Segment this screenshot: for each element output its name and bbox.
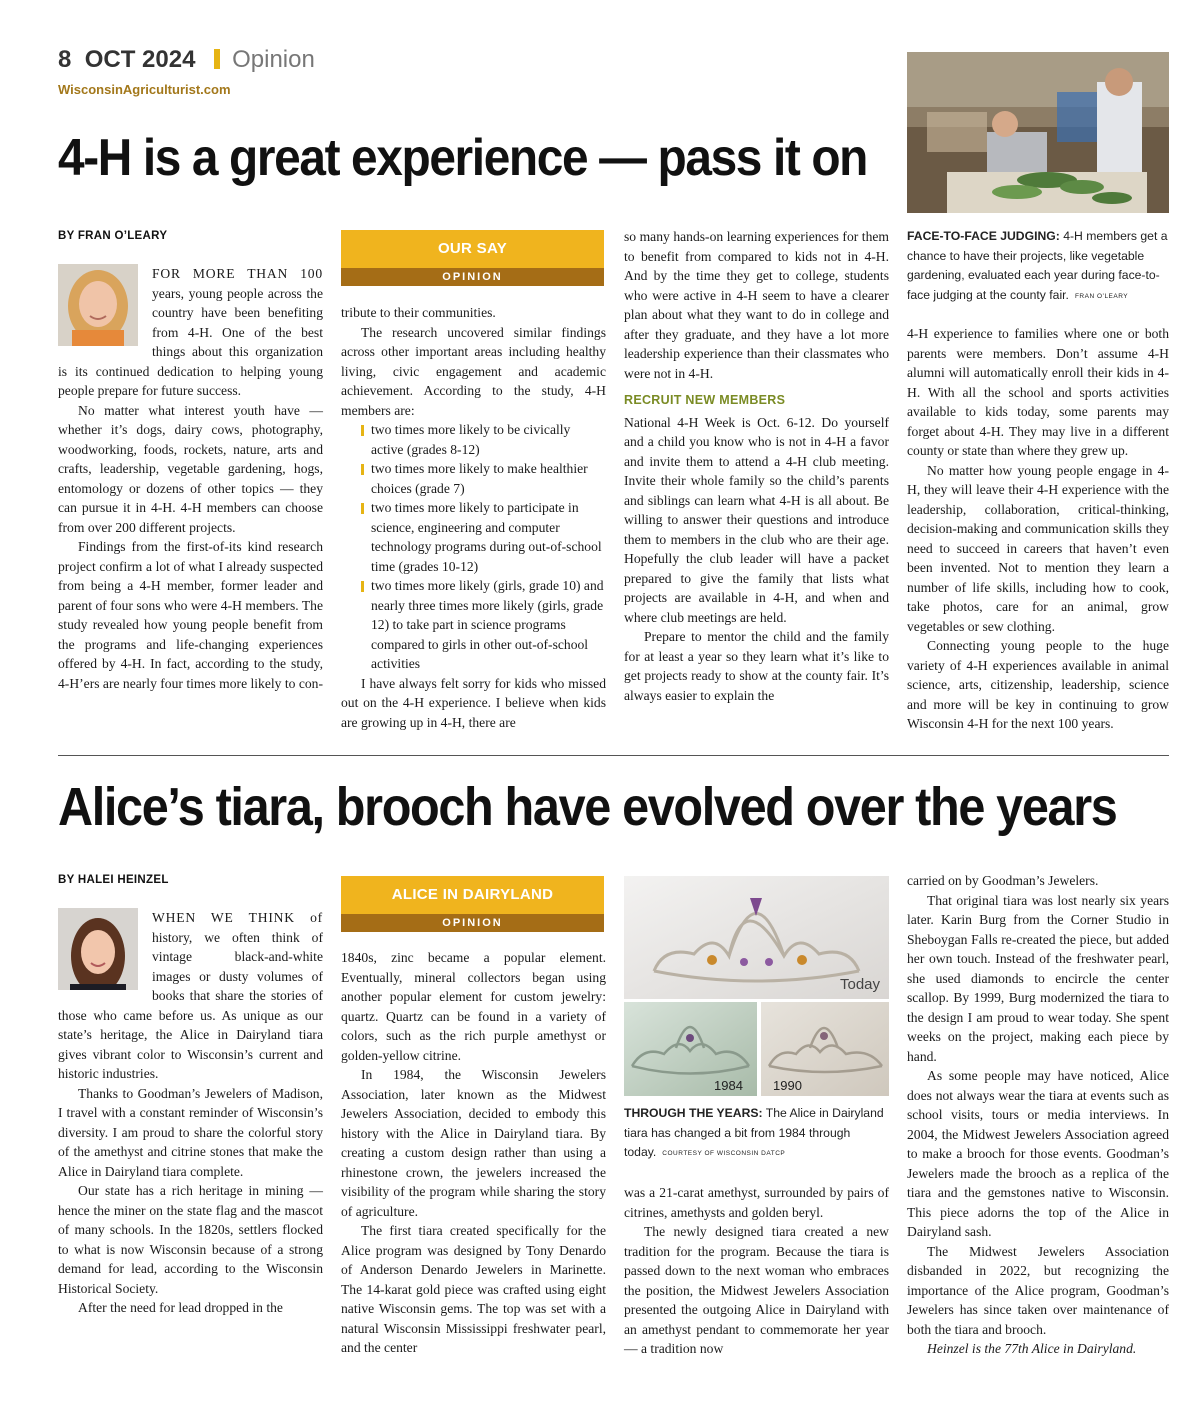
banner-our-say: OUR SAY <box>341 230 604 268</box>
article2-col2-p3: The first tiara created specifically for the Alice program was designed by Tony Denardo of Anderson Denardo Jewelers in Marinette. The 14-karat gold piece was crafted using eight native Wisconsin gems. The top was set with a natural Wisconsin Mississippi freshwater pearl, and the center <box>341 1223 606 1355</box>
article2-col3-p1: was a 21-carat amethyst, surrounded by pairs of citrines, amethysts and golden beryl. <box>624 1185 889 1220</box>
article1-col1-p1: years, young people across the country have been benefiting from 4-H. One of the best things about this organization is its continued dedication to helping young people prepare for future success. <box>58 285 323 398</box>
article2-column-2 <box>341 948 606 1358</box>
article1-lead-caps: FOR MORE THAN 100 <box>152 266 323 281</box>
article1-column-3 <box>624 227 889 705</box>
article2-byline: BY HALEI HEINZEL <box>58 874 169 886</box>
article1-col3-p2: National 4-H Week is Oct. 6-12. Do yourself and a child you know who is not in 4-H a favor and invite them to attend a 4-H club meeting. Invite their whole family so the child’s parents and siblings can learn what 4-H is all about. Be willing to answer their questions and introduce them to members in the club who are their age. Hopefully the club leader will have a packet prepared to give the family that lists what projects are available in 4-H, and when and where club meetings are held. <box>624 414 889 625</box>
article2-col3-p2: The newly designed tiara created a new tradition for the program. Because the tiara is passed down to the next woman who embraces the position, the Midwest Jewelers Association presented the outgoing Alice in Dairyland with an amethyst pendant to commemorate her year — a tradition now <box>624 1224 889 1356</box>
list-item: two times more likely to make healthier choices (grade 7) <box>341 459 606 498</box>
banner-alice-in-dairyland: ALICE IN DAIRYLAND <box>341 876 604 914</box>
article1-col1-p2: No matter what interest youth have — whether it’s dogs, dairy cows, photography, woodworking, foods, rockets, nature, arts and crafts, leadership, vegetable gardening, hogs, entomology or dozens of other topics — they can pursue it in 4-H. 4-H members can choose from over 200 different projects. <box>58 402 323 535</box>
photo-label-today: Today <box>840 976 881 993</box>
study-findings-list <box>341 420 606 674</box>
article1-col4-p2: No matter how young people engage in 4-H, they will leave their 4-H experience with the leadership, collaboration, critical-thinking, decision-making and communication skills they need to succeed in careers that haven’t even been invented. Not to mention they learn a number of life skills, including how to cook, take photos, care for an animal, grow vegetables or sew clothing. <box>907 462 1169 634</box>
author-photo-halei <box>58 908 138 990</box>
article2-col4-p3: As some people may have noticed, Alice does not always wear the tiara at events such as school visits, tours or media interviews. In 2004, the Midwest Jewelers Association agreed to make a brooch for those events. Goodman’s Jewelers made the brooch as a replica of the tiara and the gemstones native to Wisconsin. This piece adorns the top of the Alice in Dairyland sash. <box>907 1068 1169 1239</box>
article1-column-1 <box>58 264 323 693</box>
article1-photo <box>907 52 1169 213</box>
caption-text: 4-H members get a chance to have their projects, like vegetable gardening, evaluated each year during face-to-face judging at the county fair. <box>907 229 1168 302</box>
author-photo-fran <box>58 264 138 346</box>
article2-col2-p1: 1840s, zinc became a popular element. Eventually, mineral collectors began using another popular element for custom jewelry: quartz. Quartz can be found in a variety of colors, such as the rich purple amethyst or golden-yellow citrine. <box>341 950 606 1063</box>
tiara-photo-collage <box>624 876 889 1096</box>
article1-col3-p1: so many hands-on learning experiences for them to benefit from compared to kids not in 4-H. And by the time they get to college, students who were active in 4-H seem to have a clearer plan about what they want to do in college and after they graduate, and they have a lot more leadership experience than their classmates who were not in 4-H. <box>624 229 889 381</box>
article1-headline: 4-H is a great experience — pass it on <box>58 129 868 187</box>
article1-col3-p3: Prepare to mentor the child and the family for at least a year so they learn what it’s like to get projects ready to show at the county fair. It’s always easier to explain the <box>624 629 889 703</box>
article2-lead-caps: WHEN WE THINK of <box>152 910 323 925</box>
subhead-recruit-new-members: RECRUIT NEW MEMBERS <box>624 393 786 407</box>
article1-col1-p3: Findings from the first-of-its kind research project confirm a lot of what I already suspected from being a 4-H member, former leader and parent of four sons who were 4-H members. The study revealed how young people benefit from the programs and life-changing experiences offered by 4-H. In fact, according to the study, 4-H’ers are nearly four times more likely to con- <box>58 539 323 691</box>
site-url[interactable]: WisconsinAgriculturist.com <box>58 82 231 97</box>
fair-judging-photo <box>907 52 1169 213</box>
list-item: two times more likely to participate in science, engineering and computer technology programs during out-of-school time (grades 10-12) <box>341 498 606 576</box>
article2-col1-p2: Thanks to Goodman’s Jewelers of Madison, I travel with a constant reminder of Wisconsin’s diversity. I am proud to share the colorful story of the amethyst and citrine stones that make the Alice in Dairyland tiara complete. <box>58 1085 323 1179</box>
article2-col2-p2: In 1984, the Wisconsin Jewelers Association, later known as the Midwest Jewelers Association, decided to embody this history with the Alice in Dairyland tiara. By creating a custom design rather than using a rhinestone crown, the jewelers increased the visibility of the program while sharing the story of agriculture. <box>341 1067 606 1219</box>
photo-label-1984: 1984 <box>714 1078 743 1093</box>
article2-headline: Alice’s tiara, brooch have evolved over the years <box>58 777 1117 837</box>
article2-col1-p3: Our state has a rich heritage in mining — hence the miner on the state flag and the mascot of many schools. In the 1820s, settlers flocked to what is now Wisconsin because of a strong demand for lead, according to the Wisconsin Historical Society. <box>58 1183 323 1296</box>
article2-column-1 <box>58 908 323 1318</box>
article1-col2-p2: The research uncovered similar findings across other important areas including healthy living, civic engagement and academic achievement. According to the study, 4-H members are: <box>341 324 606 418</box>
photo-label-1990: 1990 <box>773 1078 802 1093</box>
list-item: two times more likely (girls, grade 10) and nearly three times more likely (girls, grade 12) to take part in science programs compared to girls in other out-of-school activities <box>341 576 606 674</box>
caption-text: The Alice in Dairyland tiara has changed a bit from 1984 through today. <box>624 1106 884 1159</box>
list-item: two times more likely to be civically active (grades 8-12) <box>341 420 606 459</box>
author-signature: Heinzel is the 77th Alice in Dairyland. <box>927 1341 1137 1356</box>
article1-byline: BY FRAN O’LEARY <box>58 230 168 242</box>
tiara-photos <box>624 876 889 1096</box>
article1-col2-p3: I have always felt sorry for kids who missed out on the 4-H experience. I believe when kids are growing up in 4-H, there are <box>341 675 606 730</box>
page-header <box>58 46 315 74</box>
page-number: 8 <box>58 46 72 73</box>
article1-col4-p1: 4-H experience to families where one or both parents were members. Don’t assume 4-H alumni will automatically enroll their kids in 4-H. With all the school and sports activities available to kids today, some parents may forget about 4-H. They may live in a different county or state than where they grew up. <box>907 326 1169 458</box>
article1-col2-p1: tribute to their communities. <box>341 305 496 320</box>
article1-col4-p3: Connecting young people to the huge variety of 4-H experiences available in animal science, arts, citizenship, leadership, science and more will be key in continuing to grow Wisconsin 4-H for the next 100 years. <box>907 638 1169 731</box>
article2-col4-p1: carried on by Goodman’s Jewelers. <box>907 873 1099 888</box>
article1-banner <box>341 230 604 286</box>
article2-col4-p2: That original tiara was lost nearly six years later. Karin Burg from the Corner Studio in Sheboygan Falls re-created the piece, but added her own touch. Instead of the freshwater pearl, she used diamonds to encircle the center scallop. By 1999, Burg modernized the tiara to the design I am proud to wear today. She spent weeks on the project, making each piece by hand. <box>907 892 1169 1064</box>
article1-photo-caption <box>907 227 1169 306</box>
banner-opinion: OPINION <box>341 914 604 932</box>
banner-opinion: OPINION <box>341 268 604 286</box>
article1-column-4 <box>907 324 1169 734</box>
photo-credit: FRAN O’LEARY <box>1074 292 1129 300</box>
caption-label: FACE-TO-FACE JUDGING: <box>907 229 1060 243</box>
photo-credit: COURTESY OF WISCONSIN DATCP <box>662 1150 786 1157</box>
article2-col1-p1: history, we often think of vintage black-and-white images or dusty volumes of books that share the stories of those who came before us. As unique as our state’s heritage, the Alice in Dairyland tiara gives vibrant color to Wisconsin’s current and historic industries. <box>58 929 323 1081</box>
section-name: Opinion <box>232 46 315 73</box>
caption-label: THROUGH THE YEARS: <box>624 1106 763 1120</box>
article2-col1-p4: After the need for lead dropped in the <box>78 1300 283 1315</box>
article1-column-2 <box>341 303 606 732</box>
article-divider <box>58 755 1169 756</box>
article2-banner <box>341 876 604 932</box>
article2-column-4 <box>907 871 1169 1359</box>
article2-column-3 <box>624 1183 889 1359</box>
issue-date: OCT 2024 <box>84 46 196 73</box>
header-divider-bar <box>214 49 220 69</box>
article2-col4-p4: The Midwest Jewelers Association disbanded in 2022, but recognizing the importance of the Alice program, Goodman’s Jewelers has since taken over maintenance of both the tiara and brooch. <box>907 1243 1169 1337</box>
article2-photo-caption <box>624 1104 889 1164</box>
